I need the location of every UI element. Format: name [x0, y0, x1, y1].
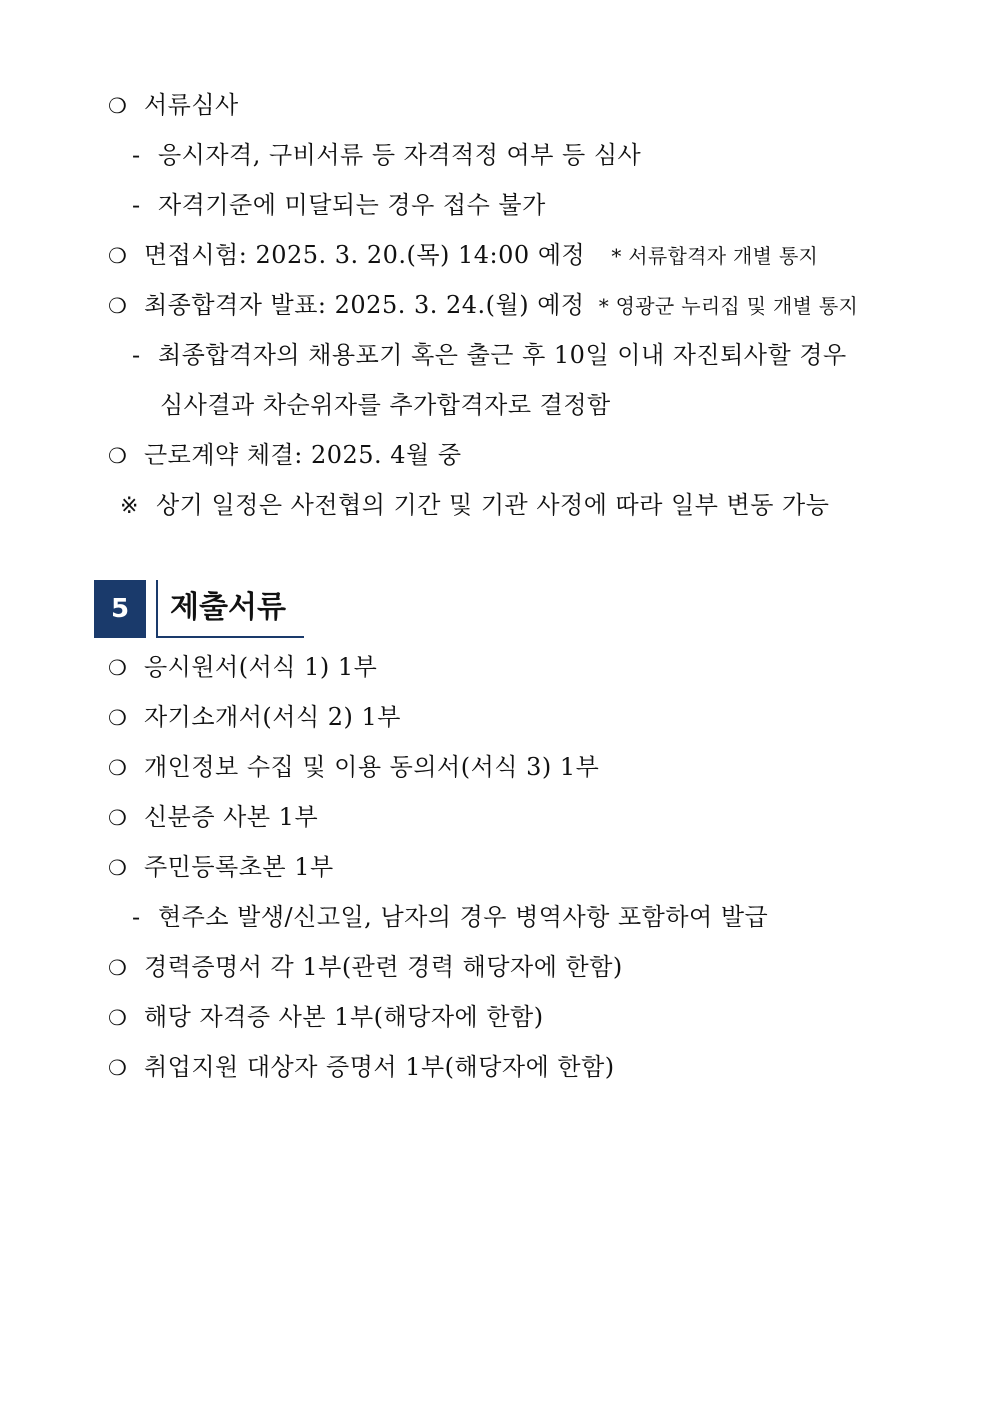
schedule-item-document-review [108, 90, 239, 121]
circle-bullet-icon: ❍ [108, 1056, 128, 1080]
submission-item-text: 개인정보 수집 및 이용 동의서(서식 3) 1부 [144, 753, 600, 781]
section-header [94, 580, 304, 638]
detail-line-1: 최종합격자의 채용포기 혹은 출근 후 10일 이내 자진퇴사할 경우 [158, 341, 847, 369]
reference-mark-icon: ※ [120, 494, 139, 519]
circle-bullet-icon: ❍ [108, 706, 128, 730]
dash-marker: - [132, 191, 141, 219]
circle-bullet-icon: ❍ [108, 1006, 128, 1030]
document-review-subitem [132, 140, 641, 170]
circle-bullet-icon: ❍ [108, 756, 128, 780]
submission-item [108, 1002, 544, 1033]
interview-note: * 서류합격자 개별 통지 [611, 244, 819, 268]
submission-item [108, 702, 401, 733]
submission-item-text: 취업지원 대상자 증명서 1부(해당자에 한함) [144, 1053, 615, 1081]
submission-item [108, 652, 377, 683]
submission-item [108, 802, 318, 833]
dash-marker: - [132, 141, 141, 169]
interview-text: 면접시험: 2025. 3. 20.(목) 14:00 예정 [144, 241, 586, 269]
subitem-text: 자격기준에 미달되는 경우 접수 불가 [158, 191, 546, 219]
circle-bullet-icon: ❍ [108, 94, 128, 118]
contract-text: 근로계약 체결: 2025. 4월 중 [144, 441, 462, 469]
submission-item [108, 752, 599, 783]
submission-item-text: 주민등록초본 1부 [144, 853, 334, 881]
dash-marker: - [132, 341, 141, 369]
subitem-text: 응시자격, 구비서류 등 자격적정 여부 등 심사 [158, 141, 642, 169]
circle-bullet-icon: ❍ [108, 806, 128, 830]
submission-item [108, 852, 334, 883]
schedule-remark [120, 490, 829, 522]
document-review-subitem [132, 190, 546, 220]
submission-item-text: 해당 자격증 사본 1부(해당자에 한함) [144, 1003, 544, 1031]
remark-text: 상기 일정은 사전협의 기간 및 기관 사정에 따라 일부 변동 가능 [156, 491, 830, 519]
submission-item-text: 응시원서(서식 1) 1부 [144, 653, 378, 681]
final-announcement-text: 최종합격자 발표: 2025. 3. 24.(월) 예정 [144, 291, 585, 319]
detail-line-2: 심사결과 차순위자를 추가합격자로 결정함 [160, 391, 611, 419]
submission-item-text: 자기소개서(서식 2) 1부 [144, 703, 401, 731]
section-title-box [156, 580, 304, 638]
submission-item-text: 신분증 사본 1부 [144, 803, 319, 831]
final-announcement-note: * 영광군 누리집 및 개별 통지 [598, 294, 859, 318]
resident-registration-detail [132, 902, 768, 932]
circle-bullet-icon: ❍ [108, 656, 128, 680]
circle-bullet-icon: ❍ [108, 444, 128, 468]
circle-bullet-icon: ❍ [108, 294, 128, 318]
submission-item [108, 1052, 615, 1083]
resident-detail-text: 현주소 발생/신고일, 남자의 경우 병역사항 포함하여 발급 [158, 903, 769, 931]
submission-item-text: 경력증명서 각 1부(관련 경력 해당자에 한함) [144, 953, 623, 981]
circle-bullet-icon: ❍ [108, 956, 128, 980]
circle-bullet-icon: ❍ [108, 244, 128, 268]
section-number-badge: 5 [94, 580, 146, 638]
document-review-title: 서류심사 [144, 91, 239, 119]
final-announcement-detail [132, 340, 847, 370]
schedule-item-interview [108, 240, 818, 271]
section-title: 제출서류 [170, 590, 286, 625]
schedule-item-contract [108, 440, 462, 471]
dash-marker: - [132, 903, 141, 931]
final-announcement-detail-continued [160, 390, 611, 420]
schedule-item-final-announcement [108, 290, 858, 321]
circle-bullet-icon: ❍ [108, 856, 128, 880]
submission-item [108, 952, 623, 983]
